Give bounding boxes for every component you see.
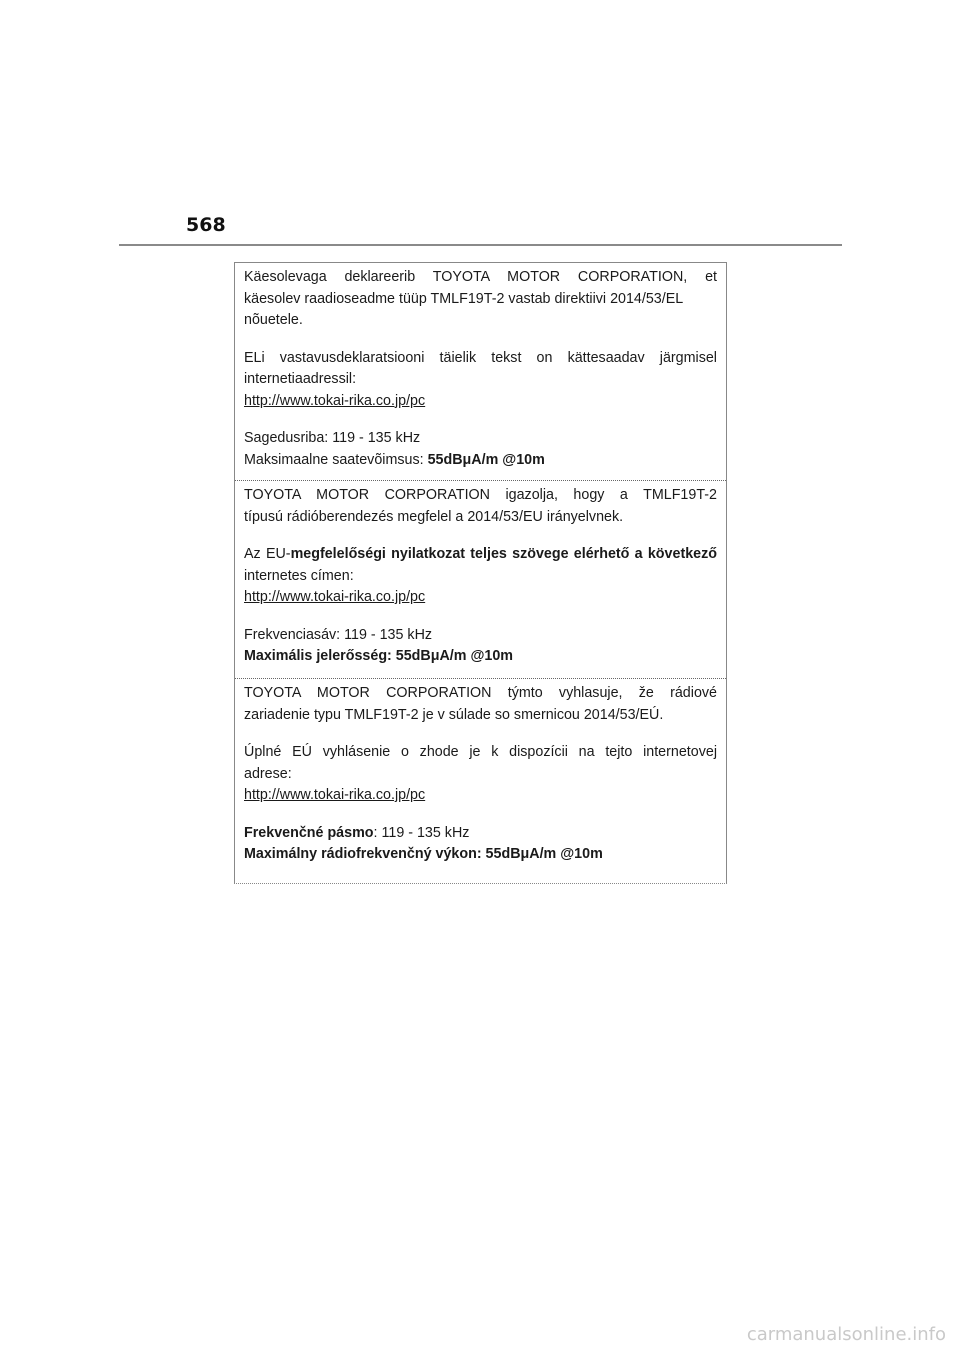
frequency-label: Frekvenčné pásmo [244,824,374,841]
text-line: käesolev raadioseadme tüüp TMLF19T-2 vastab direktiivi 2014/53/EL [244,290,684,307]
url-link[interactable]: http://www.tokai-rika.co.jp/pc [244,787,426,803]
text-line: TOYOTA MOTOR CORPORATION igazolja, hogy a TMLF19T-2 [244,487,717,503]
watermark: carmanualsonline.info [746,1324,946,1345]
url-link[interactable]: http://www.tokai-rika.co.jp/pc [244,589,426,605]
text-line: adrese: [244,765,292,782]
power-line: Maximálny rádiofrekvenčný výkon: 55dBμA/m @10m [244,846,603,862]
power-label: Maksimaalne saatevõimsus: [244,451,428,468]
text-fragment: Az EU- [244,546,291,562]
full-text-paragraph [244,348,717,413]
page-number: 568 [186,214,226,236]
declaration-paragraph [244,267,717,332]
text-line: internetes címen: [244,567,354,584]
text-line: nõuetele. [244,312,303,328]
text-fragment-bold: megfelelőségi nyilatkozat teljes szövege elérhető a következő [290,546,717,562]
specs-paragraph [244,625,717,668]
frequency-line: Frekvenciasáv: 119 - 135 kHz [244,626,433,643]
frequency-line: Sagedusriba: 119 - 135 kHz [244,430,421,446]
frequency-value: : 119 - 135 kHz [373,824,470,841]
power-line [244,450,717,472]
text-line: internetiaadressil: [244,371,357,387]
text-line: Úplné EÚ vyhlásenie o zhode je k dispozícii na tejto internetovej [244,744,717,760]
frequency-line [244,823,717,845]
section-hungarian [235,480,726,678]
declaration-paragraph [244,485,717,528]
power-line: Maximális jelerősség: 55dBμA/m @10m [244,648,514,664]
text-line: TOYOTA MOTOR CORPORATION týmto vyhlasuje, že rádiové [244,685,717,701]
power-value: 55dBμA/m @10m [427,451,545,468]
full-text-paragraph [244,742,717,807]
specs-paragraph [244,428,717,471]
text-line: ELi vastavusdeklaratsiooni täielik tekst on kättesaadav järgmisel [244,349,717,366]
section-slovak [235,678,726,883]
full-text-paragraph [244,544,717,609]
text-line: zariadenie typu TMLF19T-2 je v súlade so smernicou 2014/53/EÚ. [244,706,664,723]
declaration-paragraph [244,683,717,726]
declaration-box [234,262,727,884]
text-line [244,544,717,566]
section-estonian [235,263,726,480]
specs-paragraph [244,823,717,866]
header-rule [119,244,842,246]
text-line: Käesolevaga deklareerib TOYOTA MOTOR CORPORATION, et [244,269,717,285]
text-line: típusú rádióberendezés megfelel a 2014/53/EU irányelvnek. [244,508,624,525]
url-link[interactable]: http://www.tokai-rika.co.jp/pc [244,392,426,409]
